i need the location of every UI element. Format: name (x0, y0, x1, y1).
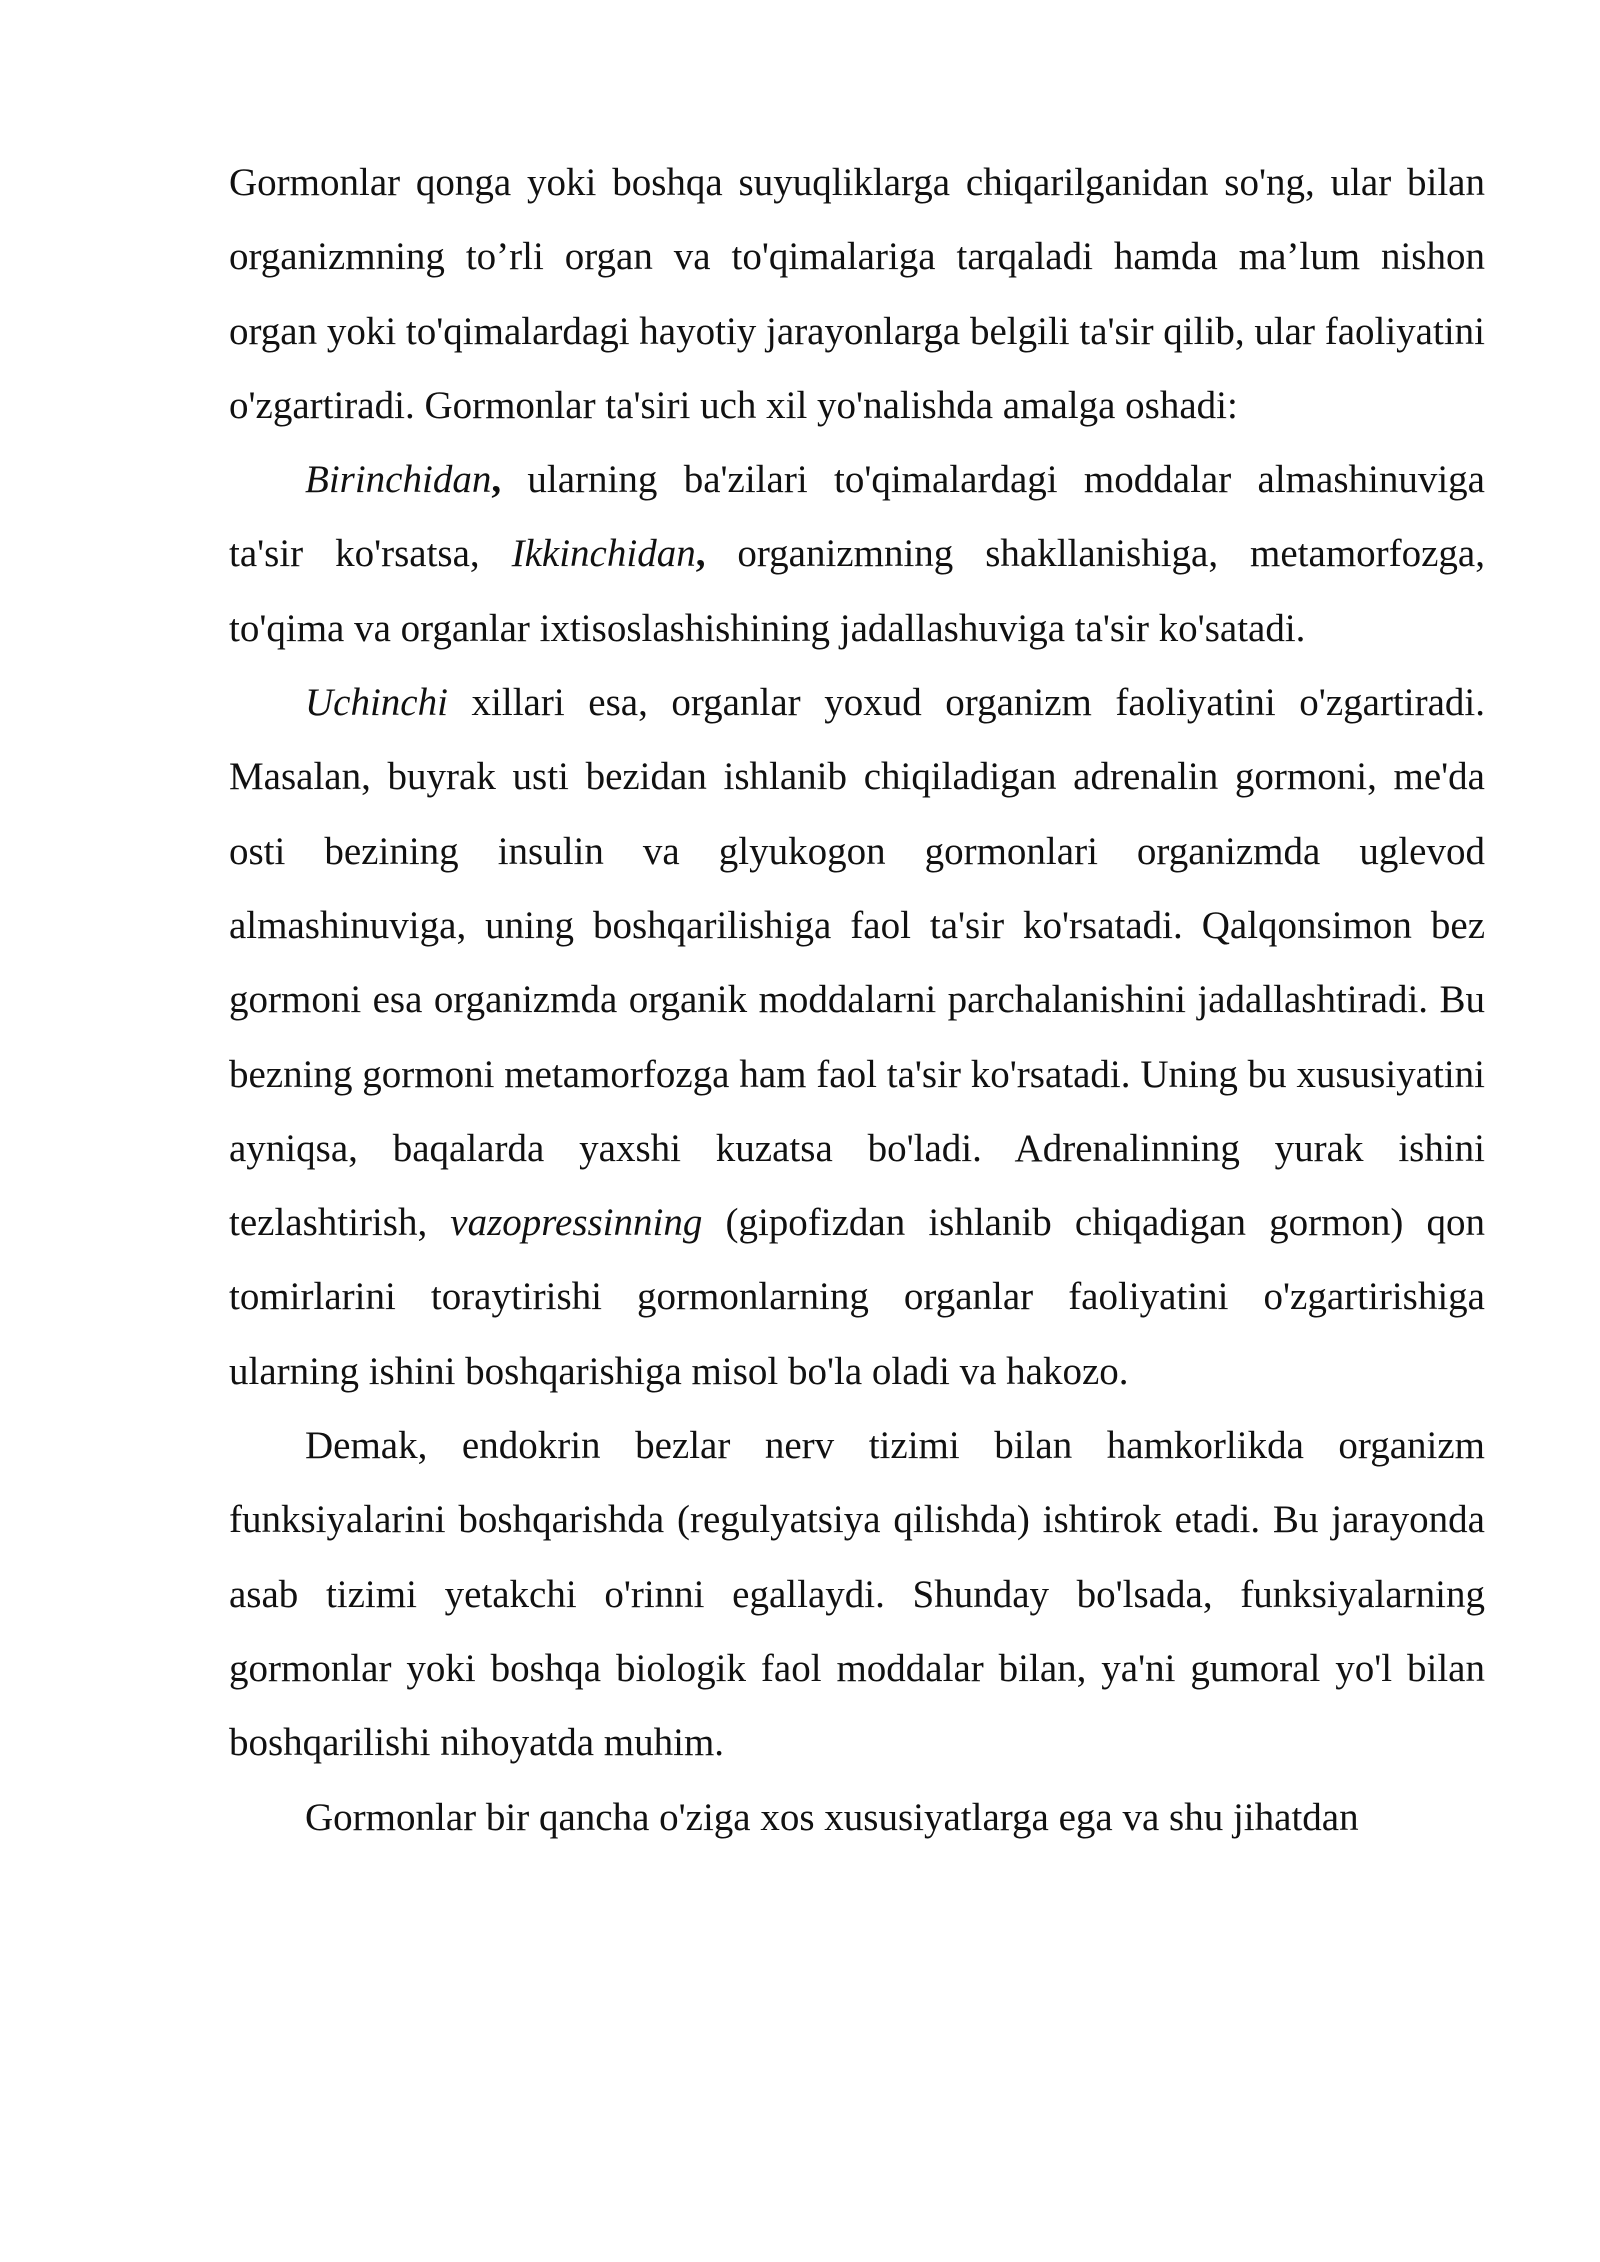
paragraph-third-effect (229, 666, 1485, 1409)
paragraph-text: xillari esa, organlar yoxud organizm faoliyatini o'zgartiradi. Masalan, buyrak usti bezidan ishlanib chiqiladigan adrenalin gormoni, me'da osti bezining insulin va glyukogon gormonlari organizmda uglevod almashinuviga, uning boshqarilishiga faol ta'sir ko'rsatadi. Qalqonsimon bez gormoni esa organizmda organik moddalarni parchalanishini jadallashtiradi. Bu bezning gormoni metamorfozga ham faol ta'sir ko'rsatadi. Uning bu xususiyatini ayniqsa, baqalarda yaxshi kuzatsa bo'ladi. Adrenalinning yurak ishini tezlashtirish, (229, 681, 1485, 1245)
document-page (229, 146, 1485, 1855)
italic-term-ikkinchidan: Ikkinchidan (511, 532, 696, 576)
paragraph-endocrine-regulation (229, 1409, 1485, 1780)
italic-term-vazopressinning: vazopressinning (450, 1201, 703, 1245)
paragraph-hormone-properties (229, 1781, 1485, 1855)
paragraph-first-effect (229, 443, 1485, 666)
paragraph-text: Gormonlar qonga yoki boshqa suyuqliklarga chiqarilganidan so'ng, ular bilan organizmning to’rli organ va to'qimalariga tarqaladi hamda ma’lum nishon organ yoki to'qimalardagi hayotiy jarayonlarga belgili ta'sir qilib, ular faoliyatini o'zgartiradi. Gormonlar ta'siri uch xil yo'nalishda amalga oshadi: (229, 161, 1485, 427)
paragraph-text: Gormonlar bir qancha o'ziga xos xususiyatlarga ega va shu jihatdan (305, 1795, 1359, 1839)
bold-comma: , (695, 532, 706, 576)
paragraph-text: Demak, endokrin bezlar nerv tizimi bilan hamkorlikda organizm funksiyalarini boshqarishda (regulyatsiya qilishda) ishtirok etadi. Bu jarayonda asab tizimi yetakchi o'rinni egallaydi. Shunday bo'lsada, funksiyalarning gormonlar yoki boshqa biologik faol moddalar bilan, ya'ni gumoral yo'l bilan boshqarilishi nihoyatda muhim. (229, 1424, 1485, 1765)
paragraph-text: organizmning shakllanishiga, metamorfozga, to'qima va organlar ixtisoslashishining jadallashuviga ta'sir ko'satadi. (229, 532, 1485, 650)
paragraph-hormone-distribution (229, 146, 1485, 443)
italic-term-uchinchi: Uchinchi (305, 681, 448, 725)
bold-comma: , (491, 458, 502, 502)
italic-term-birinchidan: Birinchidan (305, 458, 492, 502)
paragraph-text: ularning ba'zilari to'qimalardagi moddalar almashinuviga ta'sir ko'rsatsa, (229, 458, 1485, 576)
paragraph-text: (gipofizdan ishlanib chiqadigan gormon) qon tomirlarini toraytirishi gormonlarning organlar faoliyatini o'zgartirishiga ularning ishini boshqarishiga misol bo'la oladi va hakozo. (229, 1201, 1485, 1393)
